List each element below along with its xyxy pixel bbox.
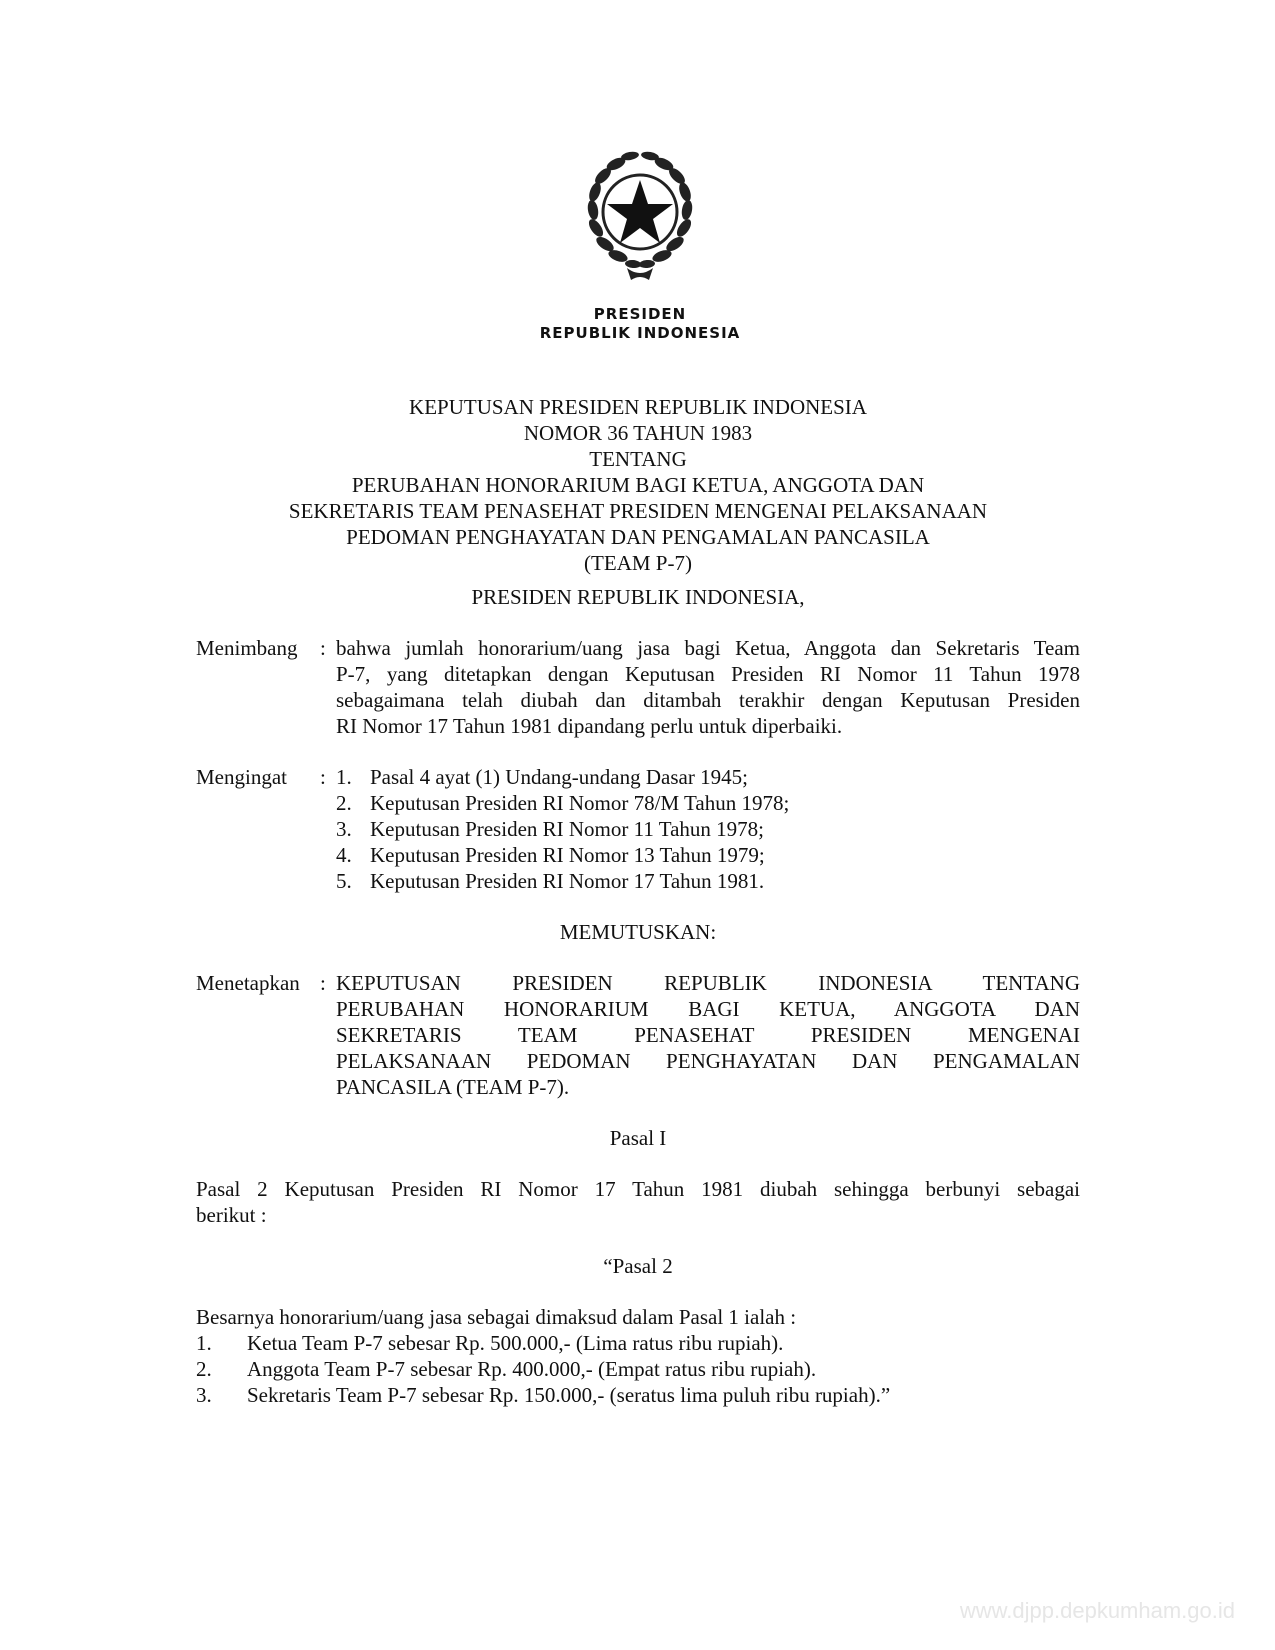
menimbang-text bbox=[336, 635, 1080, 739]
list-item-number: 2. bbox=[336, 791, 352, 815]
list-item-number: 3. bbox=[336, 817, 352, 841]
menetapkan-line: PELAKSANAAN PEDOMAN PENGHAYATAN DAN PENGAMALAN bbox=[336, 1049, 1080, 1073]
title-line: KEPUTUSAN PRESIDEN REPUBLIK INDONESIA bbox=[409, 395, 867, 419]
pasal-i-line: berikut : bbox=[196, 1203, 267, 1227]
list-item-text: Keputusan Presiden RI Nomor 11 Tahun 1978; bbox=[370, 817, 764, 841]
menimbang-line: RI Nomor 17 Tahun 1981 dipandang perlu untuk diperbaiki. bbox=[336, 714, 843, 738]
menetapkan-colon: : bbox=[320, 971, 326, 995]
list-item-number: 4. bbox=[336, 843, 352, 867]
pasal-i-heading: Pasal I bbox=[609, 1126, 667, 1150]
menetapkan-line: KEPUTUSAN PRESIDEN REPUBLIK INDONESIA TENTANG bbox=[336, 971, 1080, 995]
list-item-number: 1. bbox=[336, 765, 352, 789]
list-item-number: 3. bbox=[196, 1383, 212, 1407]
list-item bbox=[196, 1330, 1080, 1356]
menetapkan-line: PANCASILA (TEAM P-7). bbox=[336, 1075, 570, 1099]
menimbang-line: sebagaimana telah diubah dan ditambah terakhir dengan Keputusan Presiden bbox=[336, 688, 1080, 712]
list-item bbox=[196, 1382, 1080, 1408]
list-item-number: 5. bbox=[336, 869, 352, 893]
list-item-text: Sekretaris Team P-7 sebesar Rp. 150.000,- (seratus lima puluh ribu rupiah).” bbox=[247, 1383, 891, 1407]
mengingat-colon: : bbox=[320, 765, 326, 789]
list-item bbox=[336, 842, 1080, 868]
title-line: SEKRETARIS TEAM PENASEHAT PRESIDEN MENGENAI PELAKSANAAN bbox=[288, 499, 988, 523]
menimbang-line: bahwa jumlah honorarium/uang jasa bagi Ketua, Anggota dan Sekretaris Team bbox=[336, 636, 1080, 660]
president-heading: PRESIDEN REPUBLIK INDONESIA, bbox=[471, 585, 805, 609]
memutuskan-heading: MEMUTUSKAN: bbox=[559, 920, 717, 944]
pasal-2-intro: Besarnya honorarium/uang jasa sebagai dimaksud dalam Pasal 1 ialah : bbox=[196, 1305, 797, 1329]
title-line: PERUBAHAN HONORARIUM BAGI KETUA, ANGGOTA DAN bbox=[351, 473, 925, 497]
list-item bbox=[336, 790, 1080, 816]
star-wreath-emblem-icon bbox=[545, 140, 735, 295]
menetapkan-line: SEKRETARIS TEAM PENASEHAT PRESIDEN MENGENAI bbox=[336, 1023, 1080, 1047]
menetapkan-label: Menetapkan bbox=[196, 971, 300, 995]
list-item bbox=[336, 868, 1080, 894]
list-item-number: 2. bbox=[196, 1357, 212, 1381]
menimbang-colon: : bbox=[320, 636, 326, 660]
title-line: TENTANG bbox=[589, 447, 687, 471]
list-item-text: Anggota Team P-7 sebesar Rp. 400.000,- (Empat ratus ribu rupiah). bbox=[247, 1357, 817, 1381]
list-item-text: Keputusan Presiden RI Nomor 13 Tahun 1979; bbox=[370, 843, 765, 867]
list-item-text: Ketua Team P-7 sebesar Rp. 500.000,- (Lima ratus ribu rupiah). bbox=[247, 1331, 784, 1355]
title-line: PEDOMAN PENGHAYATAN DAN PENGAMALAN PANCASILA bbox=[346, 525, 930, 549]
title-line: (TEAM P-7) bbox=[584, 551, 692, 575]
list-item-number: 1. bbox=[196, 1331, 212, 1355]
list-item bbox=[336, 816, 1080, 842]
menetapkan-line: PERUBAHAN HONORARIUM BAGI KETUA, ANGGOTA DAN bbox=[336, 997, 1080, 1021]
presidential-emblem bbox=[545, 140, 735, 295]
institution-name-line2: REPUBLIK INDONESIA bbox=[539, 324, 741, 342]
pasal-i-line: Pasal 2 Keputusan Presiden RI Nomor 17 Tahun 1981 diubah sehingga berbunyi sebagai bbox=[196, 1177, 1080, 1201]
menimbang-line: P-7, yang ditetapkan dengan Keputusan Presiden RI Nomor 11 Tahun 1978 bbox=[336, 662, 1080, 686]
list-item-text: Keputusan Presiden RI Nomor 17 Tahun 1981. bbox=[370, 869, 765, 893]
list-item bbox=[336, 764, 1080, 790]
institution-name-line1: PRESIDEN bbox=[593, 305, 687, 323]
title-line: NOMOR 36 TAHUN 1983 bbox=[523, 421, 753, 445]
menetapkan-text bbox=[336, 970, 1080, 1100]
watermark: www.djpp.depkumham.go.id bbox=[959, 1598, 1235, 1623]
list-item-text: Keputusan Presiden RI Nomor 78/M Tahun 1978; bbox=[370, 791, 790, 815]
menimbang-label: Menimbang bbox=[196, 636, 298, 660]
pasal-i-text bbox=[196, 1176, 1080, 1228]
list-item bbox=[196, 1356, 1080, 1382]
decree-title bbox=[196, 394, 1080, 576]
mengingat-label: Mengingat bbox=[196, 765, 287, 789]
list-item-text: Pasal 4 ayat (1) Undang-undang Dasar 1945; bbox=[370, 765, 748, 789]
pasal-2-heading: “Pasal 2 bbox=[603, 1254, 673, 1278]
